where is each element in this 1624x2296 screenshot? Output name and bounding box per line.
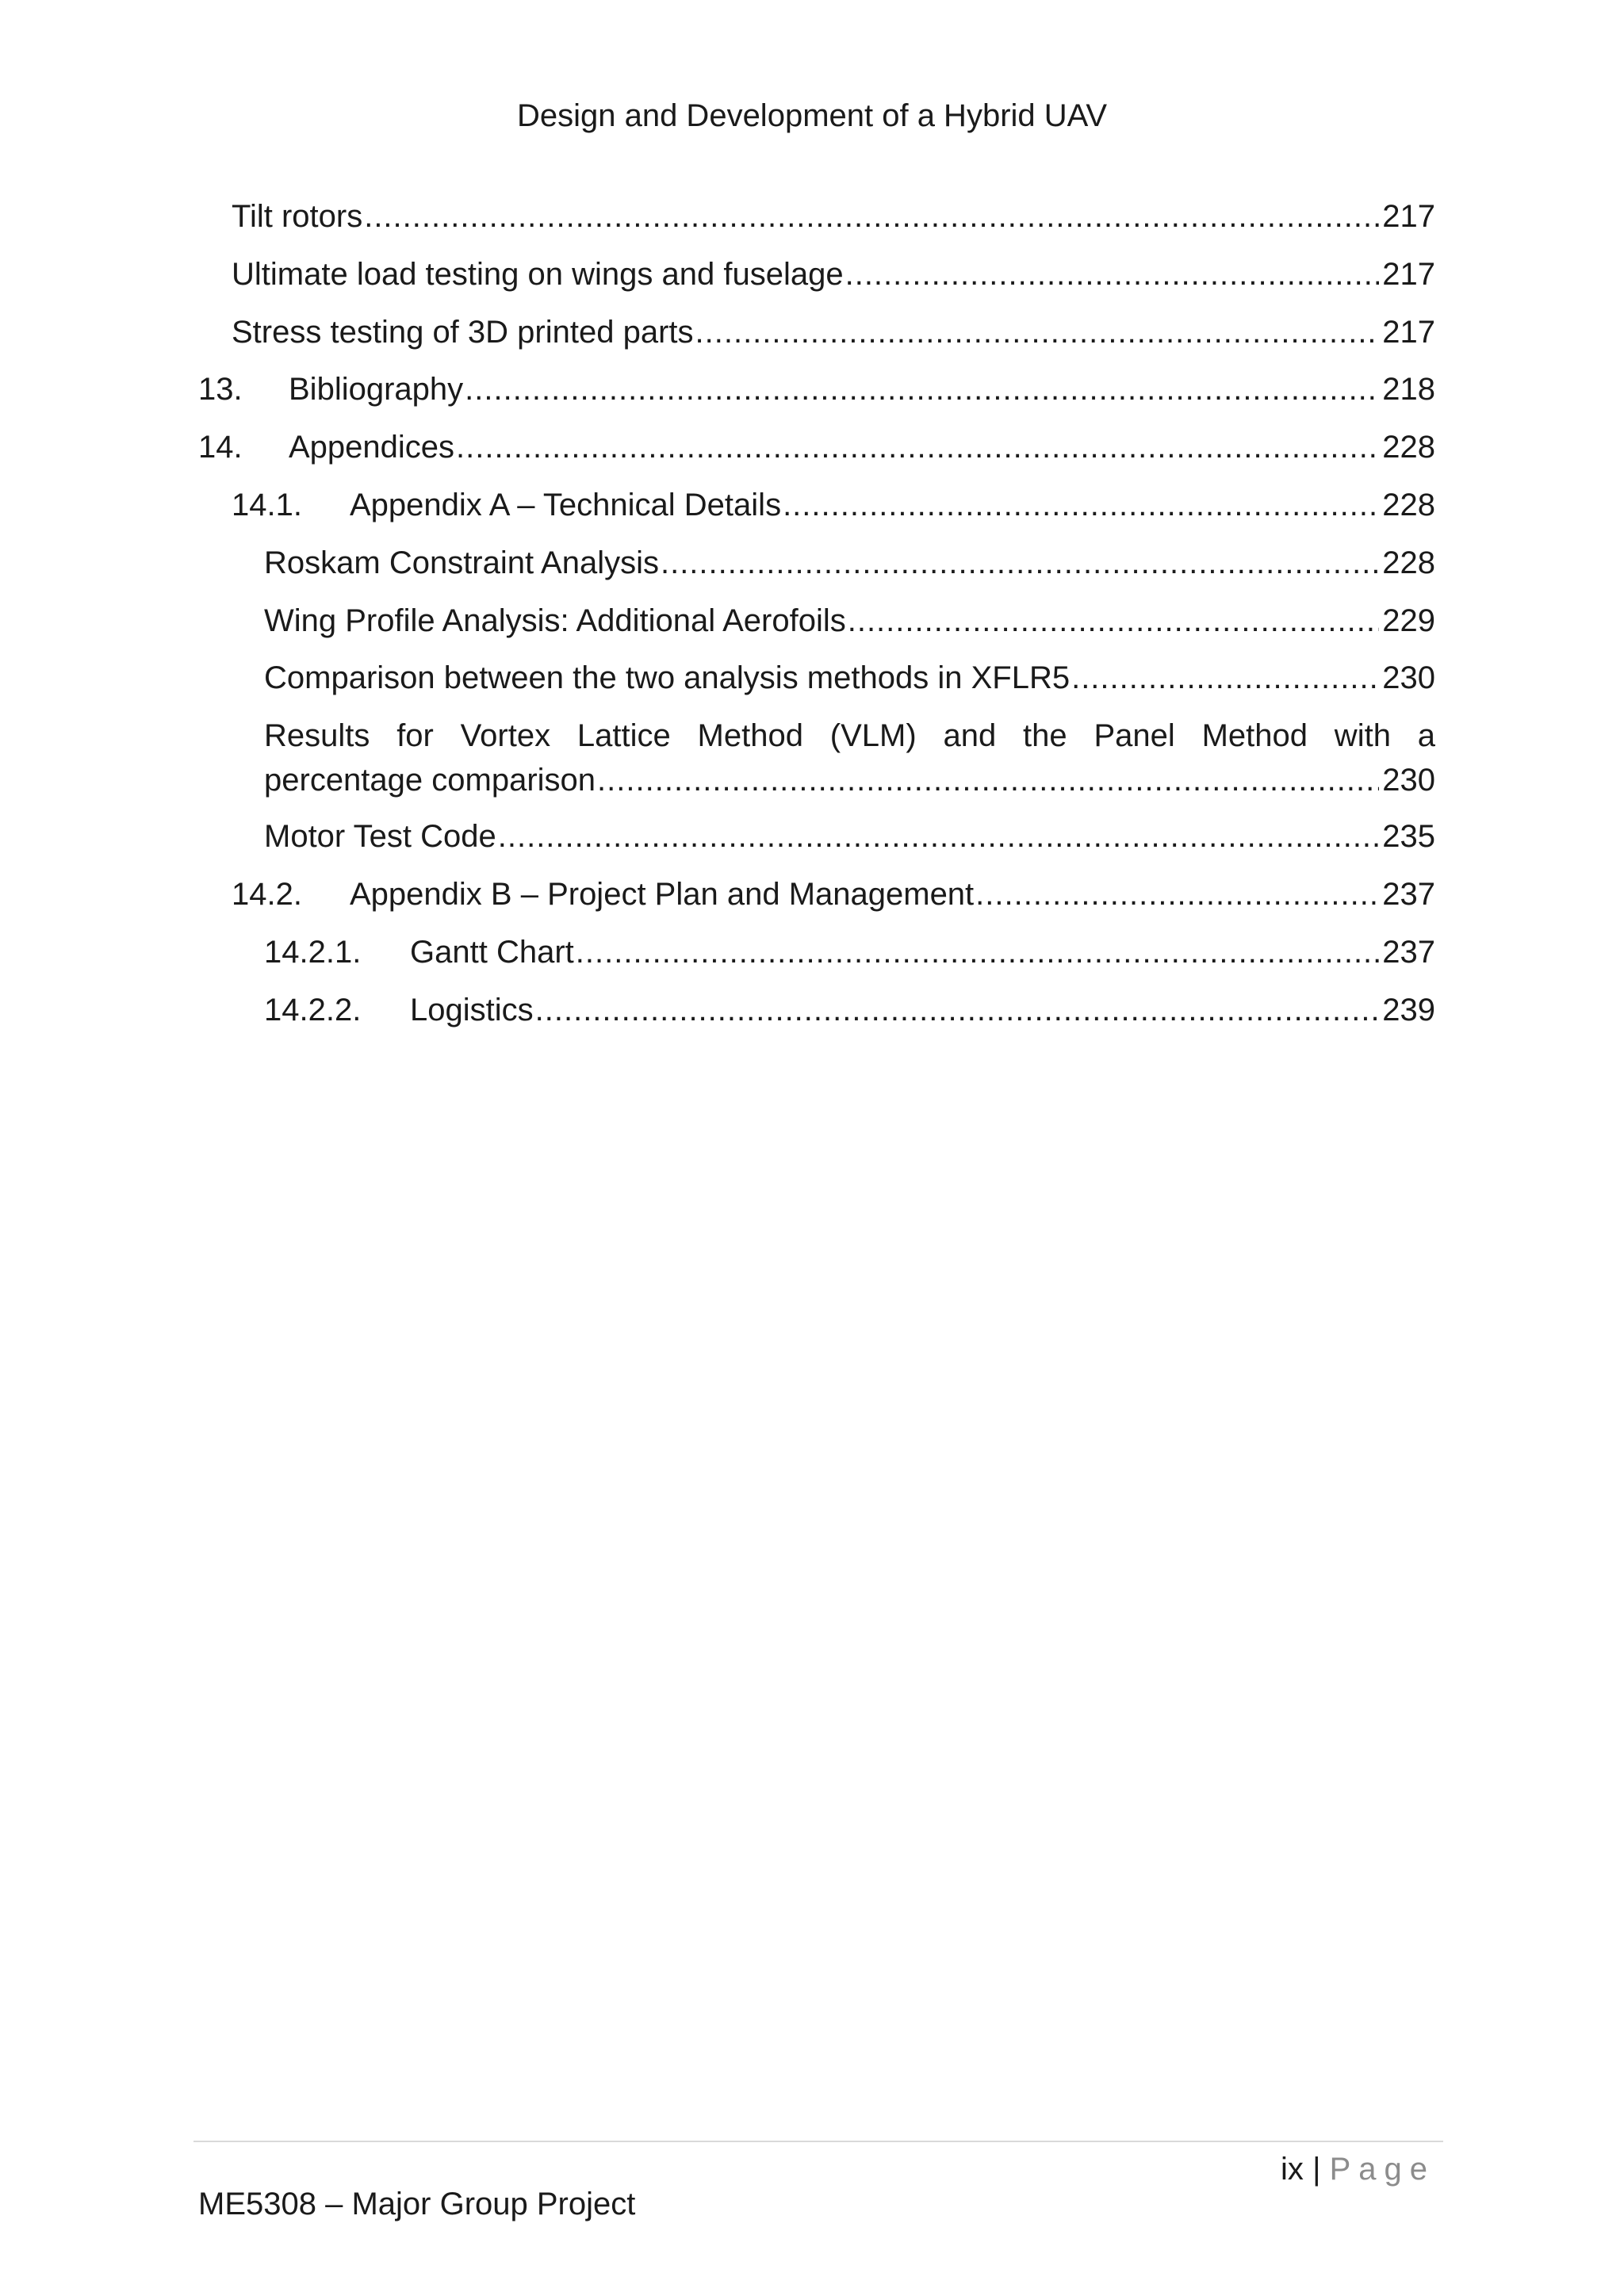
toc-entry-comparison-xflr5[interactable] — [264, 656, 1435, 700]
toc-entry-number: 14. — [198, 430, 243, 465]
toc-entry-title-line1: Results for Vortex Lattice Method (VLM) and the Panel Method with a — [264, 718, 1435, 753]
toc-entry-stress-testing[interactable] — [232, 310, 1435, 354]
dot-leader — [576, 930, 1379, 974]
toc-entry-title: Ultimate load testing on wings and fuselage — [232, 257, 844, 292]
toc-entry-title: Bibliography — [289, 372, 464, 407]
toc-entry-title: Appendix A – Technical Details — [350, 488, 782, 522]
toc-entry-motor-test-code[interactable] — [264, 814, 1435, 859]
toc-entry-number: 14.2.2. — [264, 993, 362, 1027]
dot-leader — [845, 252, 1380, 297]
toc-entry-title: Tilt rotors — [232, 199, 363, 234]
toc-entry-title: Appendices — [289, 430, 455, 465]
dot-leader — [975, 872, 1379, 916]
toc-entry-page: 235 — [1382, 819, 1435, 854]
toc-entry-page: 230 — [1382, 763, 1435, 798]
toc-entry-logistics[interactable] — [264, 988, 1435, 1032]
footer-course-label: ME5308 – Major Group Project — [198, 2187, 636, 2221]
toc-entry-title: Motor Test Code — [264, 819, 496, 854]
toc-entry-ultimate-load-testing[interactable] — [232, 252, 1435, 297]
toc-entry-page: 237 — [1382, 935, 1435, 970]
toc-entry-bibliography[interactable] — [198, 367, 1435, 411]
dot-leader — [465, 367, 1379, 411]
toc-entry-page: 229 — [1382, 603, 1435, 638]
toc-entry-page: 228 — [1382, 430, 1435, 465]
toc-entry-number: 14.2.1. — [264, 935, 362, 970]
toc-entry-page: 217 — [1382, 199, 1435, 234]
dot-leader — [498, 814, 1380, 859]
toc-entry-title: Wing Profile Analysis: Additional Aerofoils — [264, 603, 846, 638]
footer-page-word: Page — [1329, 2152, 1435, 2187]
footer-page-number: ix — [1281, 2152, 1304, 2187]
toc-entry-appendix-b[interactable] — [232, 872, 1435, 916]
toc-entry-page: 217 — [1382, 315, 1435, 350]
toc-entry-number: 14.1. — [232, 488, 302, 522]
toc-entry-title: Roskam Constraint Analysis — [264, 545, 659, 580]
toc-entry-results-vlm[interactable] — [264, 714, 1435, 802]
toc-entry-tilt-rotors[interactable] — [232, 194, 1435, 239]
dot-leader — [661, 541, 1379, 585]
dot-leader — [783, 483, 1379, 527]
footer-separator: | — [1312, 2152, 1321, 2187]
toc-entry-wing-profile[interactable] — [264, 599, 1435, 643]
footer-divider — [193, 2141, 1443, 2142]
dot-leader — [695, 310, 1380, 354]
dot-leader — [848, 599, 1380, 643]
toc-entry-title: Gantt Chart — [410, 935, 574, 970]
toc-entry-page: 218 — [1382, 372, 1435, 407]
toc-entry-page: 228 — [1382, 545, 1435, 580]
toc-entry-page: 217 — [1382, 257, 1435, 292]
dot-leader — [535, 988, 1380, 1032]
dot-leader — [364, 194, 1379, 239]
page-header-title: Design and Development of a Hybrid UAV — [516, 98, 1108, 133]
toc-entry-appendix-a[interactable] — [232, 483, 1435, 527]
dot-leader — [597, 758, 1379, 802]
toc-entry-page: 228 — [1382, 488, 1435, 522]
toc-entry-gantt-chart[interactable] — [264, 930, 1435, 974]
toc-entry-appendices[interactable] — [198, 425, 1435, 469]
toc-entry-title-line2: percentage comparison — [264, 763, 596, 798]
toc-entry-title: Logistics — [410, 993, 534, 1027]
toc-entry-title: Comparison between the two analysis methods in XFLR5 — [264, 660, 1071, 695]
toc-entry-roskam[interactable] — [264, 541, 1435, 585]
toc-entry-page: 230 — [1382, 660, 1435, 695]
dot-leader — [1071, 656, 1379, 700]
toc-entry-number: 14.2. — [232, 877, 302, 912]
dot-leader — [456, 425, 1379, 469]
toc-entry-page: 237 — [1382, 877, 1435, 912]
toc-entry-page: 239 — [1382, 993, 1435, 1027]
toc-entry-number: 13. — [198, 372, 243, 407]
toc-entry-title: Stress testing of 3D printed parts — [232, 315, 694, 350]
footer-page-label — [1281, 2147, 1435, 2191]
toc-entry-title: Appendix B – Project Plan and Management — [350, 877, 975, 912]
